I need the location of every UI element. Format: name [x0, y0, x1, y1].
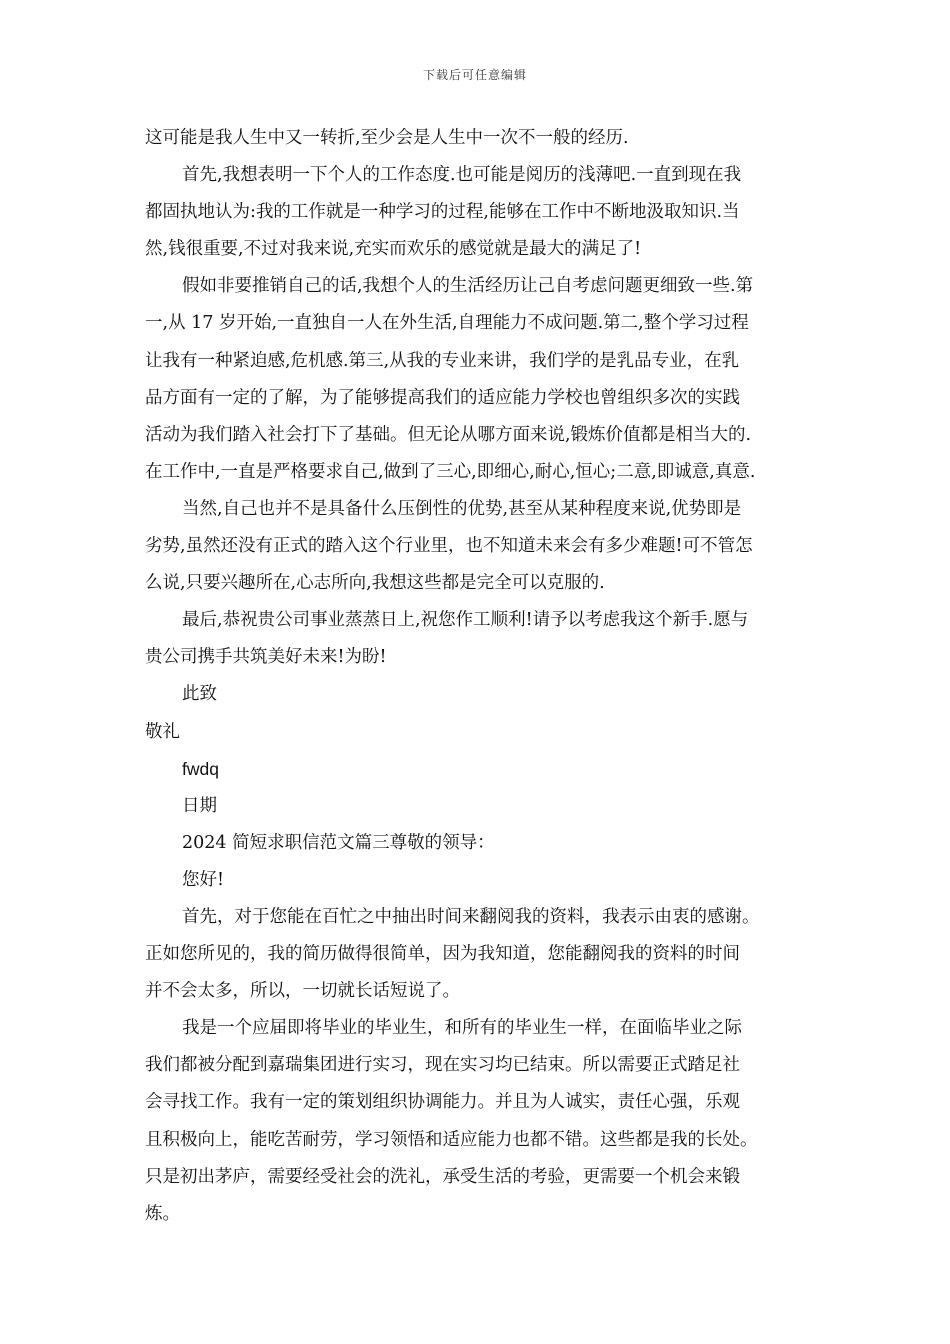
text-line: 炼。	[145, 1203, 180, 1224]
text-line: 假如非要推销自己的话,我想个人的生活经历让己自考虑问题更细致一些.第	[182, 276, 754, 297]
text-line: 品方面有一定的了解，为了能够提高我们的适应能力学校也曾组织多次的实践	[145, 387, 740, 408]
text-line: 会寻找工作。我有一定的策划组织协调能力。并且为人诚实，责任心强，乐观	[145, 1092, 740, 1113]
text-line: 都固执地认为:我的工作就是一种学习的过程,能够在工作中不断地汲取知识.当	[145, 202, 740, 223]
text-line: 一,从 17 岁开始,一直独自一人在外生活,自理能力不成问题.第二,整个学习过程	[145, 313, 749, 334]
text-line: 在工作中,一直是严格要求自己,做到了三心,即细心,耐心,恒心;二意,即诚意,真意.	[145, 461, 756, 482]
text-line: 让我有一种紧迫感,危机感.第三,从我的专业来讲，我们学的是乳品专业，在乳	[145, 350, 740, 371]
text-line: 劣势,虽然还没有正式的踏入这个行业里，也不知道未来会有多少难题!可不管怎	[145, 536, 753, 557]
greeting: 您好!	[182, 869, 225, 890]
section-heading: 2024 简短求职信范文篇三尊敬的领导：	[182, 832, 495, 853]
closing-regards: 敬礼	[145, 721, 180, 742]
text-line: 我们都被分配到嘉瑞集团进行实习，现在实习均已结束。所以需要正式踏足社	[145, 1055, 740, 1076]
document-body	[145, 120, 825, 1233]
closing-salutation: 此致	[182, 684, 217, 705]
text-line: 然,钱很重要,不过对我来说,充实而欢乐的感觉就是最大的满足了!	[145, 239, 642, 260]
date-label: 日期	[182, 795, 217, 816]
text-line: 并不会太多，所以，一切就长话短说了。	[145, 981, 460, 1002]
text-line: 么说,只要兴趣所在,心志所向,我想这些都是完全可以克服的.	[145, 573, 605, 594]
text-line: 当然,自己也并不是具备什么压倒性的优势,甚至从某种程度来说,优势即是	[182, 498, 742, 519]
text-line: 最后,恭祝贵公司事业蒸蒸日上,祝您作工顺利!请予以考虑我这个新手.愿与	[182, 610, 749, 631]
text-line: 正如您所见的，我的简历做得很简单，因为我知道，您能翻阅我的资料的时间	[145, 944, 740, 965]
text-line: 贵公司携手共筑美好未来!为盼!	[145, 647, 387, 668]
text-line: 只是初出茅庐，需要经受社会的洗礼，承受生活的考验，更需要一个机会来锻	[145, 1166, 740, 1187]
text-line: 首先,我想表明一下个人的工作态度.也可能是阅历的浅薄吧.一直到现在我	[182, 165, 742, 186]
text-line: 我是一个应届即将毕业的毕业生，和所有的毕业生一样，在面临毕业之际	[182, 1018, 742, 1039]
text-line: 这可能是我人生中又一转折,至少会是人生中一次不一般的经历.	[145, 128, 629, 148]
page-header: 下载后可任意编辑	[422, 68, 527, 82]
text-line: 活动为我们踏入社会打下了基础。但无论从哪方面来说,锻炼价值都是相当大的.	[145, 424, 752, 445]
signature-name: fwdq	[182, 758, 219, 779]
text-line: 且积极向上，能吃苦耐劳，学习领悟和适应能力也都不错。这些都是我的长处。	[145, 1129, 758, 1150]
text-line: 首先，对于您能在百忙之中抽出时间来翻阅我的资料，我表示由衷的感谢。	[182, 906, 760, 927]
